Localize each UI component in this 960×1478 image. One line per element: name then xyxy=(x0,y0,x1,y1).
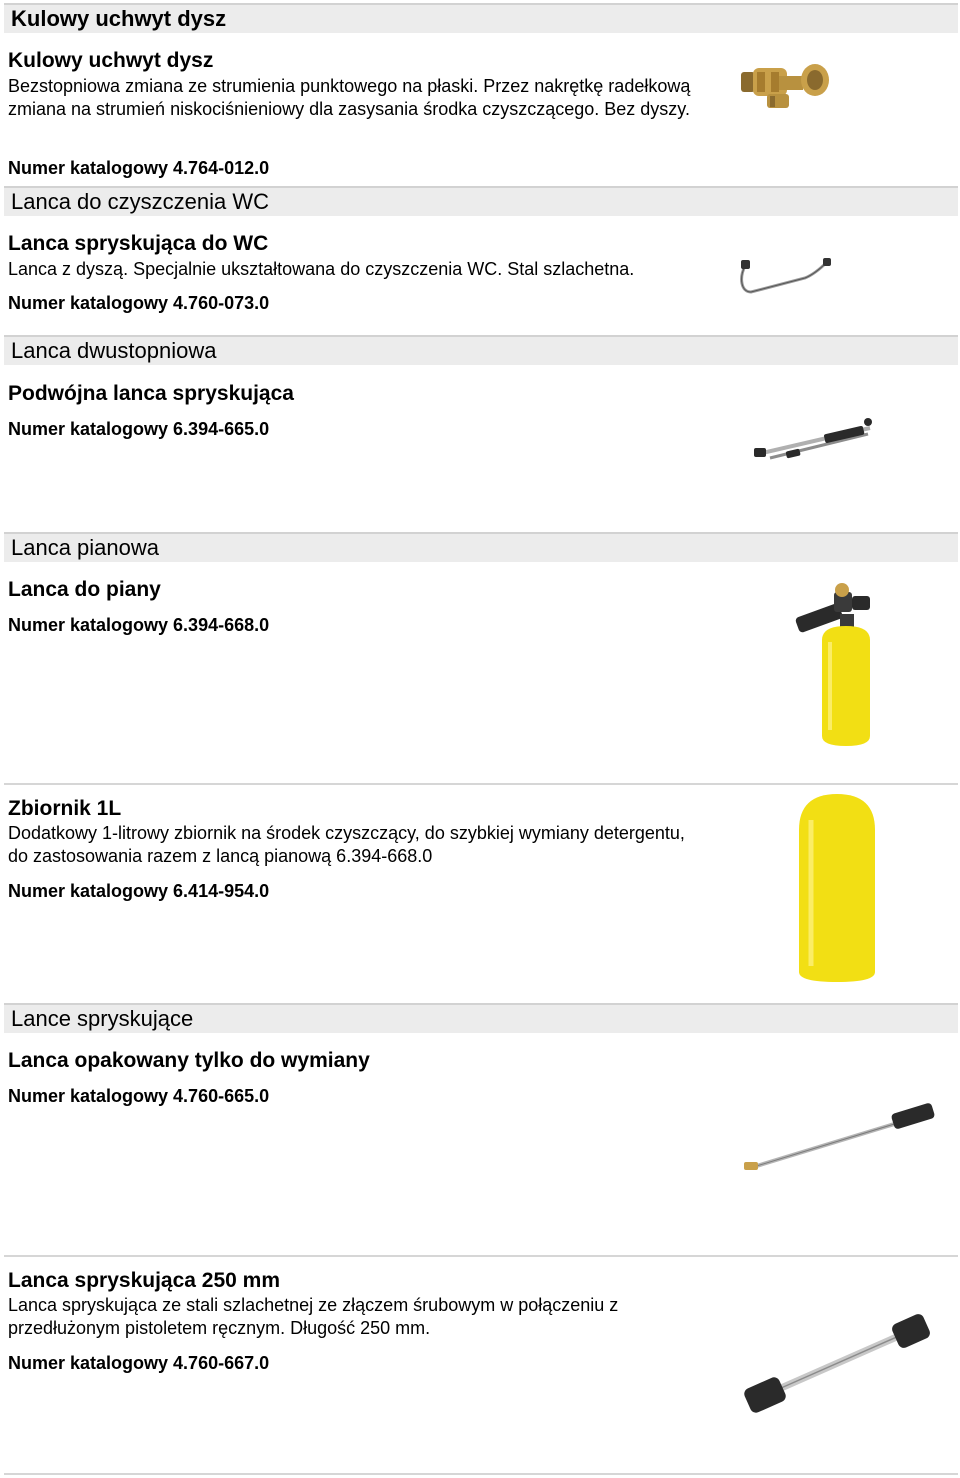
section-header: Lance spryskujące xyxy=(4,1003,958,1033)
spray-lance-image xyxy=(742,1100,938,1176)
section-header: Lanca pianowa xyxy=(4,532,958,562)
short-lance-image xyxy=(742,1312,934,1416)
product-title: Lanca opakowany tylko do wymiany xyxy=(8,1049,370,1072)
section-header: Lanca do czyszczenia WC xyxy=(4,186,958,216)
catalog-number: Numer katalogowy 4.764-012.0 xyxy=(8,158,270,178)
product-description: Bezstopniowa zmiana ze strumienia punktowego na płaski. Przez nakrętkę radełkową zmiana na strumień niskociśnieniowy dla zasysania środka czyszczącego. Bez dyszy. xyxy=(8,76,691,119)
wc-lance-image xyxy=(735,252,835,302)
catalog-number: Numer katalogowy 6.394-668.0 xyxy=(8,615,270,635)
product-title: Podwójna lanca spryskująca xyxy=(8,382,294,405)
divider xyxy=(4,1473,958,1475)
product-description: Lanca spryskująca ze stali szlachetnej ze złączem śrubowym w połączeniu z przedłużonym pistoletem ręcznym. Długość 250 mm. xyxy=(8,1295,619,1338)
catalog-number: Numer katalogowy 6.414-954.0 xyxy=(8,881,270,901)
product-description: Dodatkowy 1-litrowy zbiornik na środek czyszczący, do szybkiej wymiany detergentu, do zastosowania razem z lancą pianową 6.394-668.0 xyxy=(8,823,685,866)
catalog-number: Numer katalogowy 4.760-667.0 xyxy=(8,1353,270,1373)
section-header: Kulowy uchwyt dysz xyxy=(4,3,958,33)
product-title: Lanca do piany xyxy=(8,578,161,601)
product-description: Lanca z dyszą. Specjalnie ukształtowana do czyszczenia WC. Stal szlachetna. xyxy=(8,259,635,279)
divider xyxy=(4,783,958,785)
yellow-tank-image xyxy=(795,790,879,984)
double-lance-image xyxy=(750,410,882,476)
catalog-number: Numer katalogowy 4.760-073.0 xyxy=(8,293,270,313)
product-title: Kulowy uchwyt dysz xyxy=(8,49,214,72)
catalog-number: Numer katalogowy 4.760-665.0 xyxy=(8,1086,270,1106)
foam-lance-image xyxy=(790,580,880,748)
catalog-number: Numer katalogowy 6.394-665.0 xyxy=(8,419,270,439)
section-header: Lanca dwustopniowa xyxy=(4,335,958,365)
brass-nozzle-holder-image xyxy=(735,58,835,114)
product-title: Lanca spryskująca do WC xyxy=(8,232,269,255)
product-title: Lanca spryskująca 250 mm xyxy=(8,1269,280,1292)
product-title: Zbiornik 1L xyxy=(8,797,122,820)
divider xyxy=(4,1255,958,1257)
